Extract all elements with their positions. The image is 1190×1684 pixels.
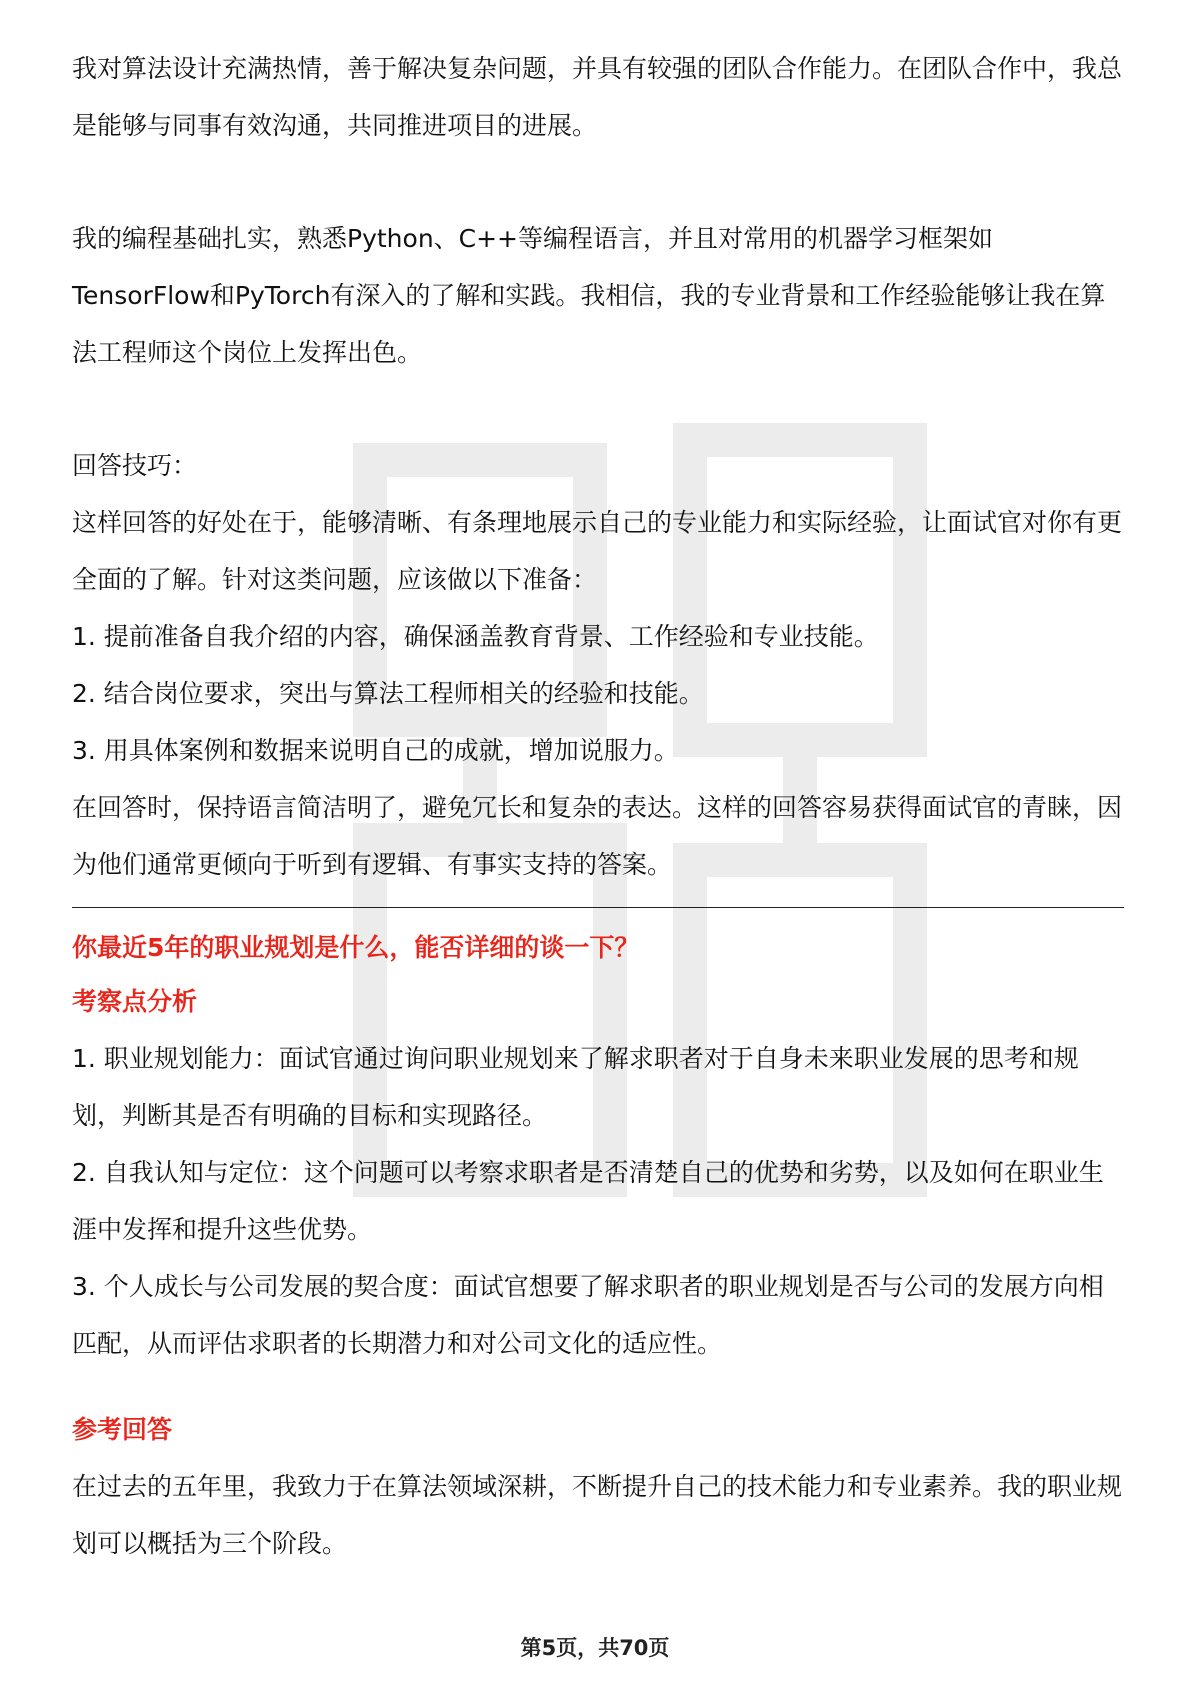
- document-body: [72, 40, 1124, 1572]
- tips-intro: 这样回答的好处在于，能够清晰、有条理地展示自己的专业能力和实际经验，让面试官对你有更全面的了解。针对这类问题，应该做以下准备：: [72, 508, 1123, 594]
- analysis-item-3: 3. 个人成长与公司发展的契合度：面试官想要了解求职者的职业规划是否与公司的发展方向相匹配，从而评估求职者的长期潜力和对公司文化的适应性。: [72, 1272, 1104, 1358]
- intro-paragraph-1: 我对算法设计充满热情，善于解决复杂问题，并具有较强的团队合作能力。在团队合作中，我总是能够与同事有效沟通，共同推进项目的进展。: [72, 54, 1123, 140]
- section-divider: [72, 907, 1124, 908]
- answer-heading: 参考回答: [72, 1415, 173, 1444]
- tips-item-1: 1. 提前准备自我介绍的内容，确保涵盖教育背景、工作经验和专业技能。: [72, 622, 879, 651]
- tips-item-3: 3. 用具体案例和数据来说明自己的成就，增加说服力。: [72, 736, 679, 765]
- tips-item-2: 2. 结合岗位要求，突出与算法工程师相关的经验和技能。: [72, 679, 704, 708]
- answer-paragraph-1: 在过去的五年里，我致力于在算法领域深耕，不断提升自己的技术能力和专业素养。我的职业规划可以概括为三个阶段。: [72, 1472, 1123, 1558]
- question-title: 你最近5年的职业规划是什么，能否详细的谈一下？: [72, 933, 640, 962]
- intro-paragraph-2: 我的编程基础扎实，熟悉Python、C++等编程语言，并且对常用的机器学习框架如TensorFlow和PyTorch有深入的了解和实践。我相信，我的专业背景和工作经验能够让我在算法工程师这个岗位上发挥出色。: [72, 224, 1106, 367]
- tips-heading: 回答技巧：: [72, 451, 198, 480]
- tips-conclusion: 在回答时，保持语言简洁明了，避免冗长和复杂的表达。这样的回答容易获得面试官的青睐，因为他们通常更倾向于听到有逻辑、有事实支持的答案。: [72, 793, 1123, 879]
- page-number: 第5页，共70页: [520, 1636, 670, 1660]
- analysis-heading: 考察点分析: [72, 987, 198, 1016]
- analysis-item-1: 1. 职业规划能力：面试官通过询问职业规划来了解求职者对于自身未来职业发展的思考和规划，判断其是否有明确的目标和实现路径。: [72, 1044, 1079, 1130]
- analysis-item-2: 2. 自我认知与定位：这个问题可以考察求职者是否清楚自己的优势和劣势，以及如何在职业生涯中发挥和提升这些优势。: [72, 1158, 1104, 1244]
